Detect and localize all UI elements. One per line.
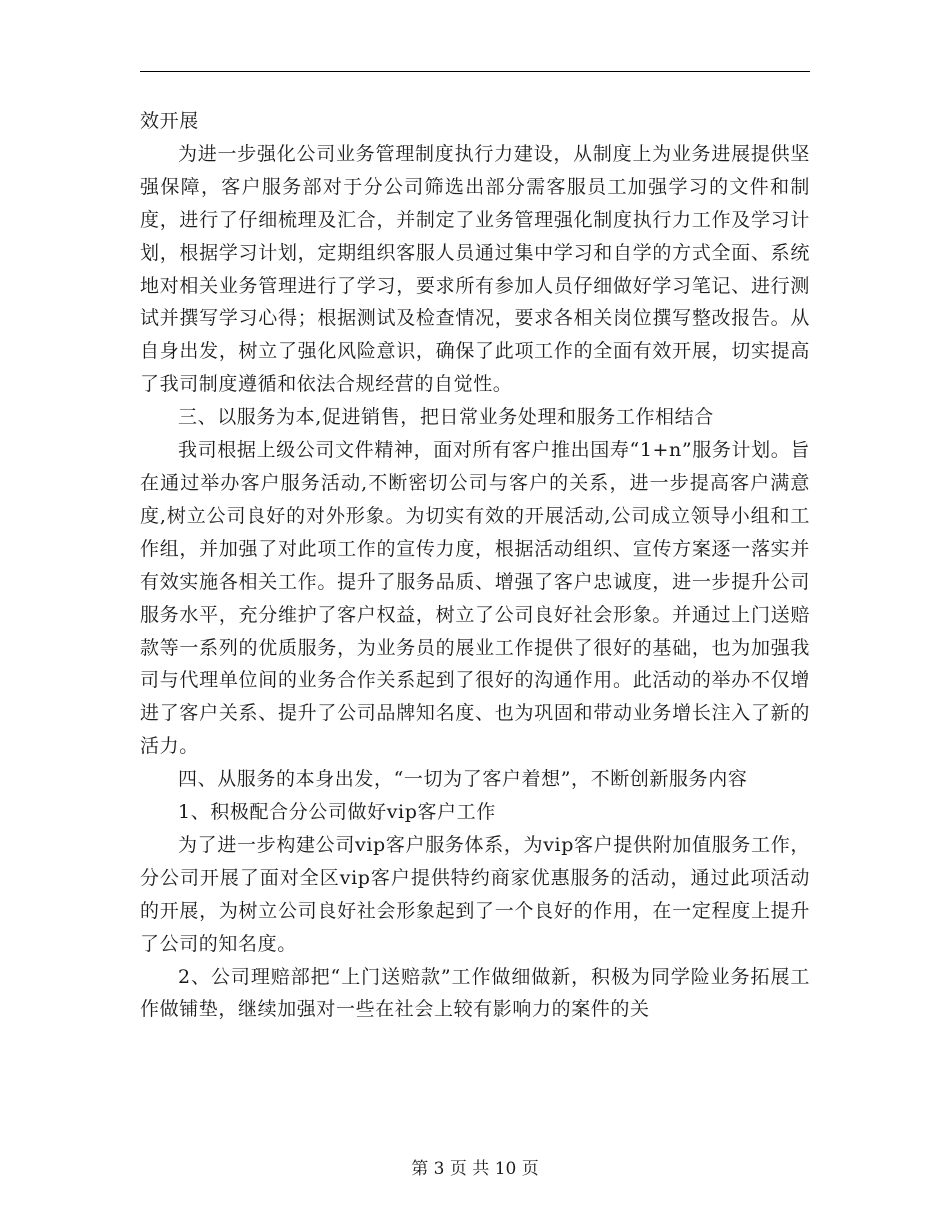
page-number: 第 3 页 共 10 页 — [411, 1159, 539, 1179]
paragraph-claims: 2、公司理赔部把“上门送赔款”工作做细做新，积极为同学险业务拓展工作做铺垫，继续加强对一些在社会上较有影响力的案件的关 — [140, 965, 810, 1021]
header-rule — [140, 71, 810, 72]
section-heading-three: 三、以服务为本,促进销售，把日常业务处理和服务工作相结合 — [178, 406, 714, 429]
subheading-vip: 1、积极配合分公司做好vip客户工作 — [178, 801, 496, 824]
document-body — [140, 105, 810, 1026]
paragraph-service-plan: 我司根据上级公司文件精神，面对所有客户推出国寿“1+n”服务计划。旨在通过举办客户服务活动,不断密切公司与客户的关系，进一步提高客户满意度,树立公司良好的对外形象。为切实有效的开展活动,公司成立领导小组和工作组，并加强了对此项工作的宣传力度，根据活动组织、宣传方案逐一落实并有效实施各相关工作。提升了服务品质、增强了客户忠诚度，进一步提升公司服务水平，充分维护了客户权益，树立了公司良好社会形象。并通过上门送赔款等一系列的优质服务，为业务员的展业工作提供了很好的基础，也为加强我司与代理单位间的业务合作关系起到了很好的沟通作用。此活动的举办不仅增进了客户关系、提升了公司品牌知名度、也为巩固和带动业务增长注入了新的活力。 — [140, 439, 810, 758]
paragraph-continuation: 效开展 — [140, 110, 199, 132]
paragraph-vip-service: 为了进一步构建公司vip客户服务体系，为vip客户提供附加值服务工作，分公司开展了面对全区vip客户提供特约商家优惠服务的活动，通过此项活动的开展，为树立公司良好社会形象起到了一个良好的作用，在一定程度上提升了公司的知名度。 — [140, 833, 810, 955]
paragraph-management-study: 为进一步强化公司业务管理制度执行力建设，从制度上为业务进展提供坚强保障，客户服务部对于分公司筛选出部分需客服员工加强学习的文件和制度，进行了仔细梳理及汇合，并制定了业务管理强化制度执行力工作及学习计划，根据学习计划，定期组织客服人员通过集中学习和自学的方式全面、系统地对相关业务管理进行了学习，要求所有参加人员仔细做好学习笔记、进行测试并撰写学习心得；根据测试及检查情况，要求各相关岗位撰写整改报告。从自身出发，树立了强化风险意识，确保了此项工作的全面有效开展，切实提高了我司制度遵循和依法合规经营的自觉性。 — [140, 142, 810, 396]
section-heading-four: 四、从服务的本身出发，“一切为了客户着想”，不断创新服务内容 — [178, 768, 748, 791]
